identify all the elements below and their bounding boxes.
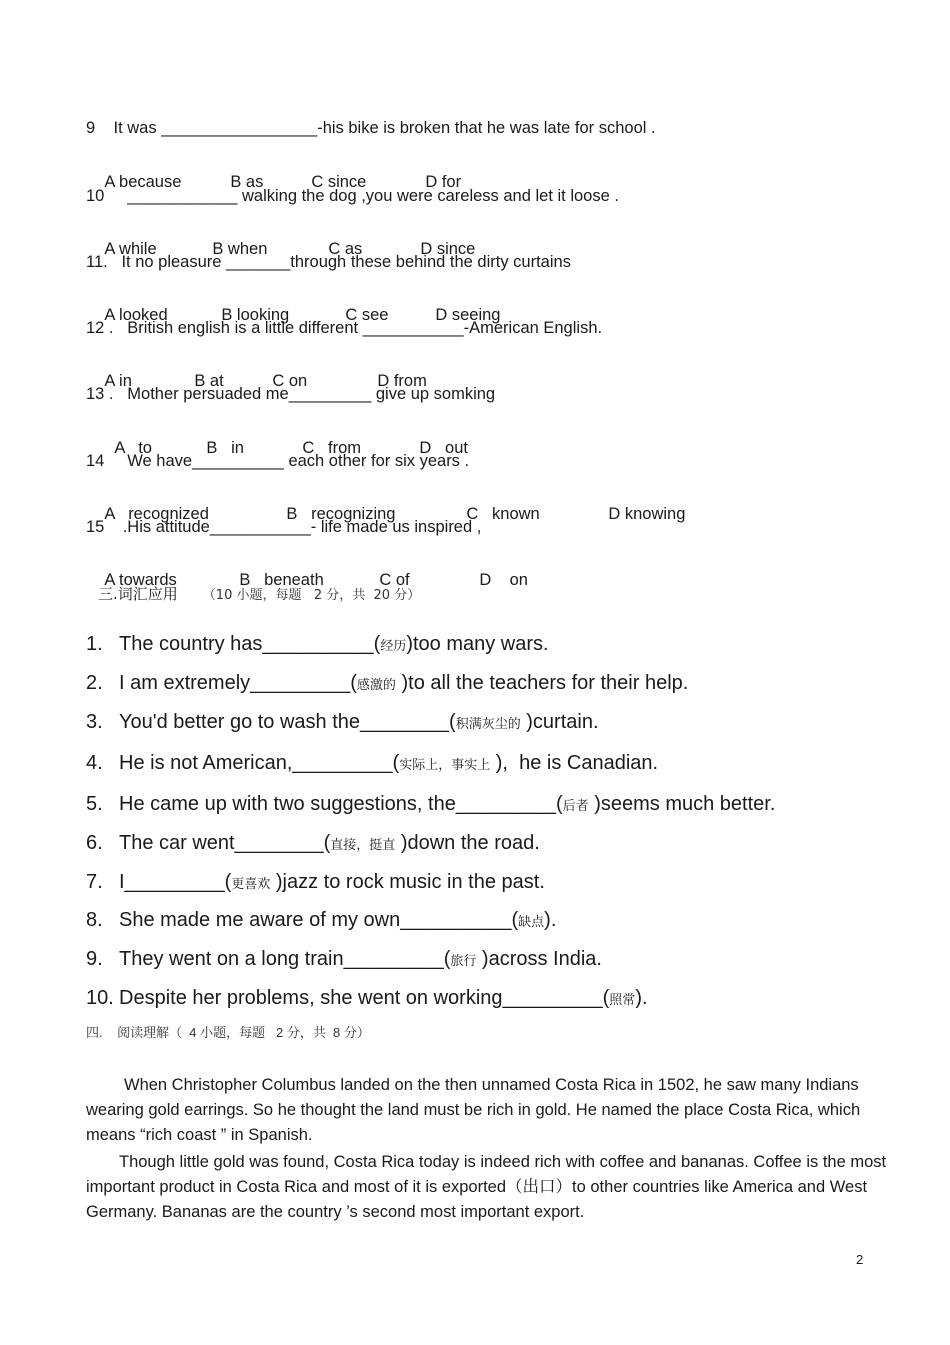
vocab-hint: 实际上，事实上 (399, 758, 491, 773)
vocab-prefix: He came up with two suggestions, the_________( (119, 793, 563, 815)
option-b: B when (212, 240, 268, 258)
vocab-item (86, 751, 658, 778)
vocab-hint: 积满灰尘的 (455, 717, 521, 732)
option-b: B as (230, 173, 264, 191)
question-13: 13 . Mother persuaded me_________ give up somking (86, 385, 496, 403)
question-15: 15 .His attitude___________- life made us inspired , (86, 518, 482, 536)
vocab-prefix: She made me aware of my own__________( (119, 909, 519, 931)
option-a: A while (104, 240, 157, 258)
vocab-item (86, 870, 545, 897)
option-b: B looking (221, 306, 290, 324)
vocab-suffix: )to all the teachers for their help. (395, 672, 689, 694)
option-d: D from (377, 372, 427, 390)
vocab-hint: 后者 (562, 799, 589, 814)
vocab-number: 8. (86, 909, 103, 931)
vocab-suffix: )too many wars. (406, 633, 549, 655)
vocab-item (86, 632, 549, 659)
vocab-hint: 缺点 (518, 915, 545, 930)
vocab-item (86, 947, 602, 974)
option-c: C as (328, 240, 363, 258)
section-3-title: 三.词汇应用 (98, 585, 178, 603)
vocab-prefix: The car went________( (119, 832, 331, 854)
vocab-suffix: )curtain. (520, 711, 599, 733)
vocab-number: 10. (86, 987, 114, 1009)
option-b: B at (194, 372, 224, 390)
option-b: B in (206, 439, 244, 457)
section-4-heading (86, 1023, 370, 1043)
vocab-item (86, 710, 599, 737)
option-d: D for (425, 173, 462, 191)
option-a: A recognized (104, 505, 209, 523)
vocab-number: 4. (86, 752, 103, 774)
vocab-item (86, 986, 648, 1013)
vocab-suffix: )seems much better. (588, 793, 776, 815)
option-b: B beneath (239, 571, 324, 589)
question-11: 11. It no pleasure _______through these behind the dirty curtains (86, 253, 571, 271)
vocab-number: 7. (86, 871, 103, 893)
question-12: 12 . British english is a little different ___________-American English. (86, 319, 603, 337)
vocab-suffix: ). (544, 909, 557, 931)
section-3-note: （10 小题，每题 2 分，共 20 分） (202, 588, 421, 603)
vocab-item (86, 671, 688, 698)
vocab-hint: 直接，挺直 (330, 838, 396, 853)
option-c: C from (302, 439, 362, 457)
vocab-suffix: )across India. (476, 948, 602, 970)
vocab-hint: 感激的 (356, 678, 396, 693)
vocab-number: 5. (86, 793, 103, 815)
vocab-prefix: They went on a long train_________( (119, 948, 451, 970)
section-4-title: 阅读理解（ 4 小题，每题 2 分，共 8 分） (117, 1025, 370, 1040)
option-c: C see (345, 306, 389, 324)
vocab-suffix: )jazz to rock music in the past. (270, 871, 545, 893)
vocab-prefix: He is not American,_________( (119, 752, 400, 774)
vocab-hint: 更喜欢 (231, 877, 271, 892)
vocab-hint: 旅行 (450, 954, 477, 969)
option-c: C known (466, 505, 540, 523)
option-c: C since (311, 173, 367, 191)
vocab-prefix: I am extremely_________( (119, 672, 357, 694)
vocab-number: 6. (86, 832, 103, 854)
question-9: 9 It was _________________-his bike is broken that he was late for school . (86, 119, 656, 137)
page-number: 2 (856, 1252, 864, 1267)
option-d: D since (420, 240, 476, 258)
vocab-number: 1. (86, 633, 103, 655)
option-d: D on (479, 571, 528, 589)
vocab-hint: 经历 (380, 639, 407, 654)
option-c: C of (379, 571, 410, 589)
passage-paragraph-1: When Christopher Columbus landed on the then unnamed Costa Rica in 1502, he saw many Indians wearing gold earrings. So he thought the land must be rich in gold. He named the place Costa Rica, which means “rich coast ” in Spanish. (86, 1076, 861, 1144)
vocab-suffix: )down the road. (395, 832, 540, 854)
vocab-item (86, 908, 556, 935)
vocab-prefix: The country has__________( (119, 633, 381, 655)
vocab-prefix: I_________( (119, 871, 232, 893)
vocab-number: 3. (86, 711, 103, 733)
option-d: D seeing (435, 306, 501, 324)
section-3-heading (98, 584, 420, 606)
vocab-prefix: Despite her problems, she went on working_________( (119, 987, 610, 1009)
question-14: 14 We have__________ each other for six years . (86, 452, 470, 470)
option-a: A towards (104, 571, 177, 589)
vocab-suffix: ). (635, 987, 648, 1009)
option-a: A looked (104, 306, 168, 324)
question-10: 10 ____________ walking the dog ,you were careless and let it loose . (86, 187, 619, 205)
vocab-suffix: ), he is Canadian. (490, 752, 659, 774)
section-4-label: 四. (86, 1025, 103, 1040)
vocab-hint: 照常 (609, 993, 636, 1008)
option-d: D out (419, 439, 468, 457)
option-c: C on (272, 372, 308, 390)
vocab-number: 2. (86, 672, 103, 694)
option-a: A because (104, 173, 182, 191)
option-a: A to (114, 439, 152, 457)
vocab-item (86, 831, 540, 858)
option-b: B recognizing (286, 505, 396, 523)
option-a: A in (104, 372, 132, 390)
vocab-prefix: You'd better go to wash the________( (119, 711, 456, 733)
reading-passage (86, 1073, 896, 1225)
vocab-number: 9. (86, 948, 103, 970)
option-d: D knowing (608, 505, 686, 523)
vocab-item (86, 792, 775, 819)
passage-paragraph-2: Though little gold was found, Costa Rica today is indeed rich with coffee and bananas. Coffee is the most important product in Costa Rica and most of it is exported（出口）to other countries like America and West Germany. Bananas are the country ’s second most important export. (86, 1153, 887, 1221)
